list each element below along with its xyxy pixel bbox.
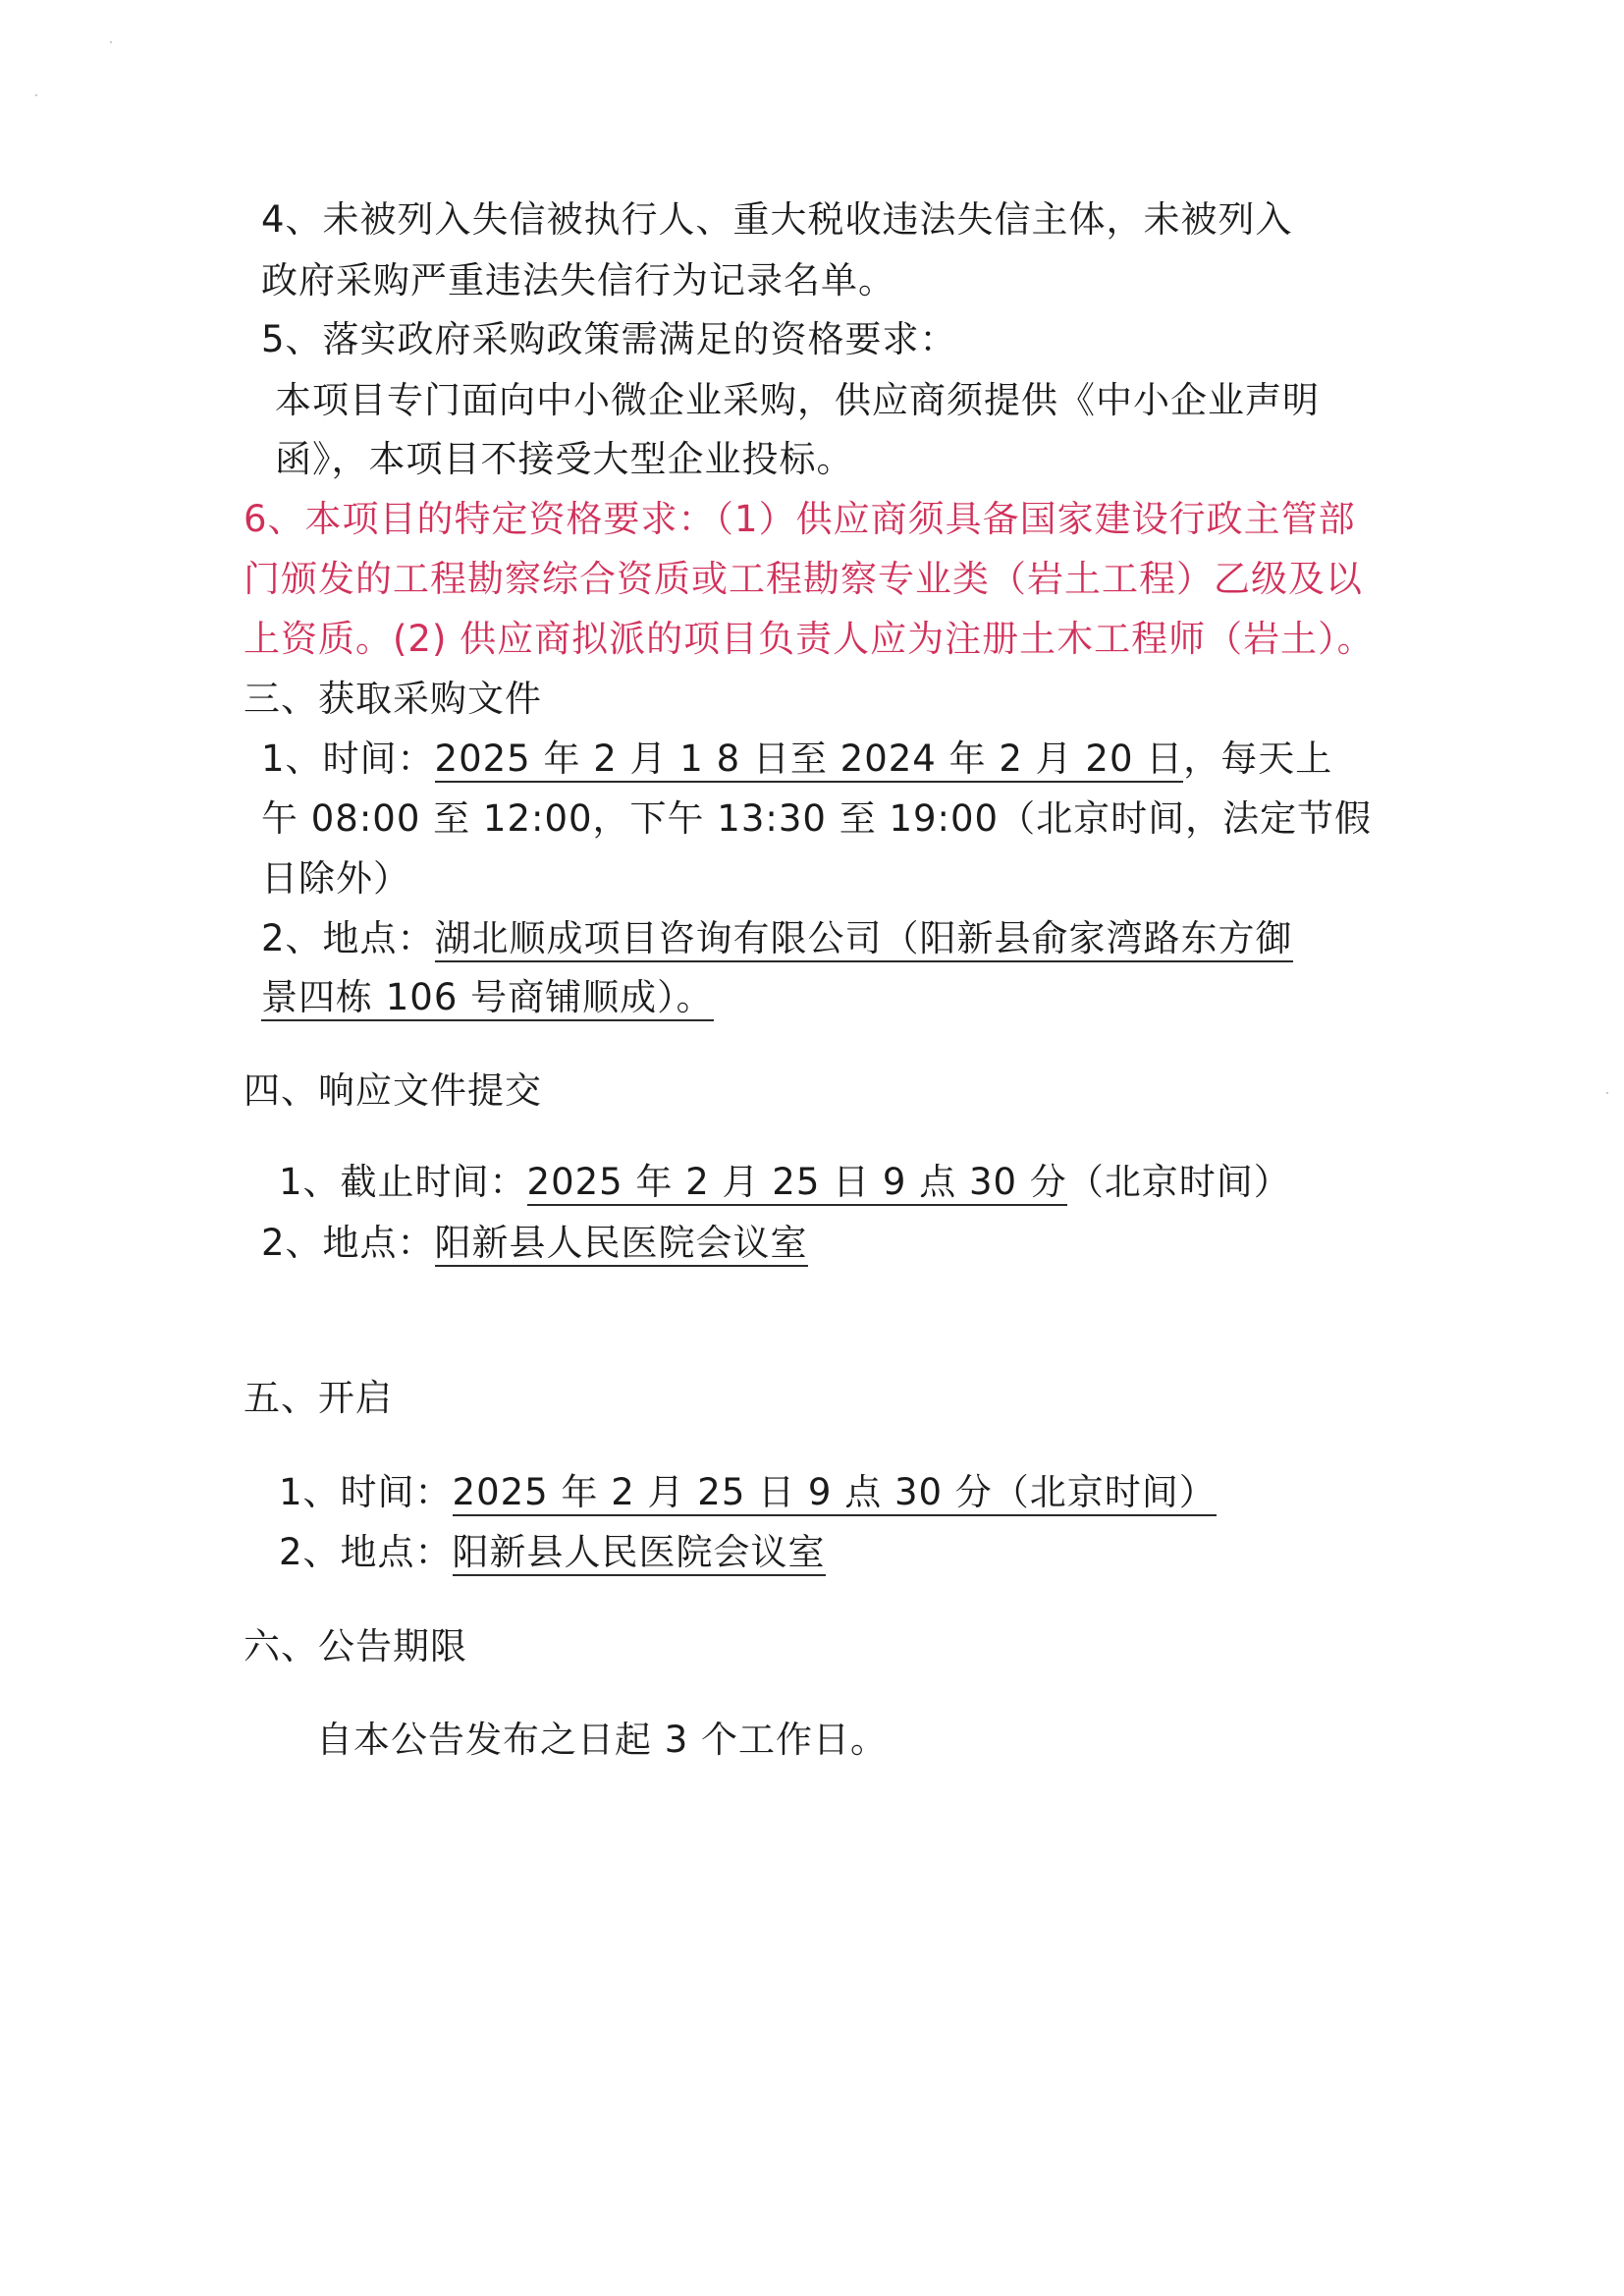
- section4-place-value: 阳新县人民医院会议室: [435, 1222, 808, 1267]
- item6-line1: 6、本项目的特定资格要求：（1）供应商须具备国家建设行政主管部: [244, 498, 1356, 540]
- section4-deadline-suffix: （北京时间）: [1066, 1161, 1291, 1203]
- section3-place-line2: [261, 974, 714, 1021]
- section6-title: 六、公告期限: [244, 1625, 467, 1667]
- section3-place-value1: 湖北顺成项目咨询有限公司（阳新县俞家湾路东方御: [435, 917, 1293, 962]
- item4-line2: 政府采购严重违法失信行为记录名单。: [261, 259, 895, 301]
- section5-title: 五、开启: [244, 1377, 393, 1419]
- section5-place-value: 阳新县人民医院会议室: [453, 1531, 826, 1576]
- section4-deadline-label: 1、截止时间：: [279, 1161, 527, 1203]
- section4-place-line: [261, 1220, 808, 1267]
- section4-place-label: 2、地点：: [261, 1222, 435, 1264]
- section5-place-label: 2、地点：: [279, 1531, 453, 1573]
- section5-time-value: 2025 年 2 月 25 日 9 点 30 分（北京时间）: [453, 1471, 1217, 1516]
- section3-title: 三、获取采购文件: [244, 678, 542, 720]
- item5-line1: 本项目专门面向中小微企业采购，供应商须提供《中小企业声明: [275, 379, 1320, 421]
- section5-time-label: 1、时间：: [279, 1471, 453, 1513]
- section3-time-line1: [261, 736, 1332, 783]
- section4-deadline-line: [279, 1159, 1291, 1206]
- section3-time-line3: 日除外）: [261, 857, 410, 900]
- section3-place-label: 2、地点：: [261, 917, 435, 959]
- item5-line2: 函》，本项目不接受大型企业投标。: [275, 438, 854, 480]
- section3-time-value: 2025 年 2 月 1 8 日至 2024 年 2 月 20 日: [435, 738, 1184, 783]
- item6-line3: 上资质。(2) 供应商拟派的项目负责人应为注册土木工程师（岩土）。: [244, 618, 1375, 660]
- section3-time-suffix: ，每天上: [1183, 738, 1333, 780]
- section3-time-label: 1、时间：: [261, 738, 435, 780]
- scan-speck: [35, 94, 37, 96]
- item4-line1: 4、未被列入失信被执行人、重大税收违法失信主体，未被列入: [261, 198, 1293, 241]
- item6-line2: 门颁发的工程勘察综合资质或工程勘察专业类（岩土工程）乙级及以: [244, 558, 1363, 600]
- scan-speck: [1606, 1092, 1608, 1094]
- section3-place-line1: [261, 915, 1293, 962]
- section3-time-line2: 午 08:00 至 12:00，下午 13:30 至 19:00（北京时间，法定节假: [261, 797, 1373, 840]
- section3-place-value2: 景四栋 106 号商铺顺成）。: [261, 976, 714, 1021]
- item5-heading: 5、落实政府采购政策需满足的资格要求：: [261, 318, 957, 360]
- section6-text: 自本公告发布之日起 3 个工作日。: [316, 1719, 889, 1761]
- section4-title: 四、响应文件提交: [244, 1069, 542, 1112]
- section5-time-line: [279, 1469, 1217, 1516]
- scan-speck: [110, 41, 112, 43]
- section5-place-line: [279, 1529, 826, 1576]
- section4-deadline-value: 2025 年 2 月 25 日 9 点 30 分: [527, 1161, 1067, 1206]
